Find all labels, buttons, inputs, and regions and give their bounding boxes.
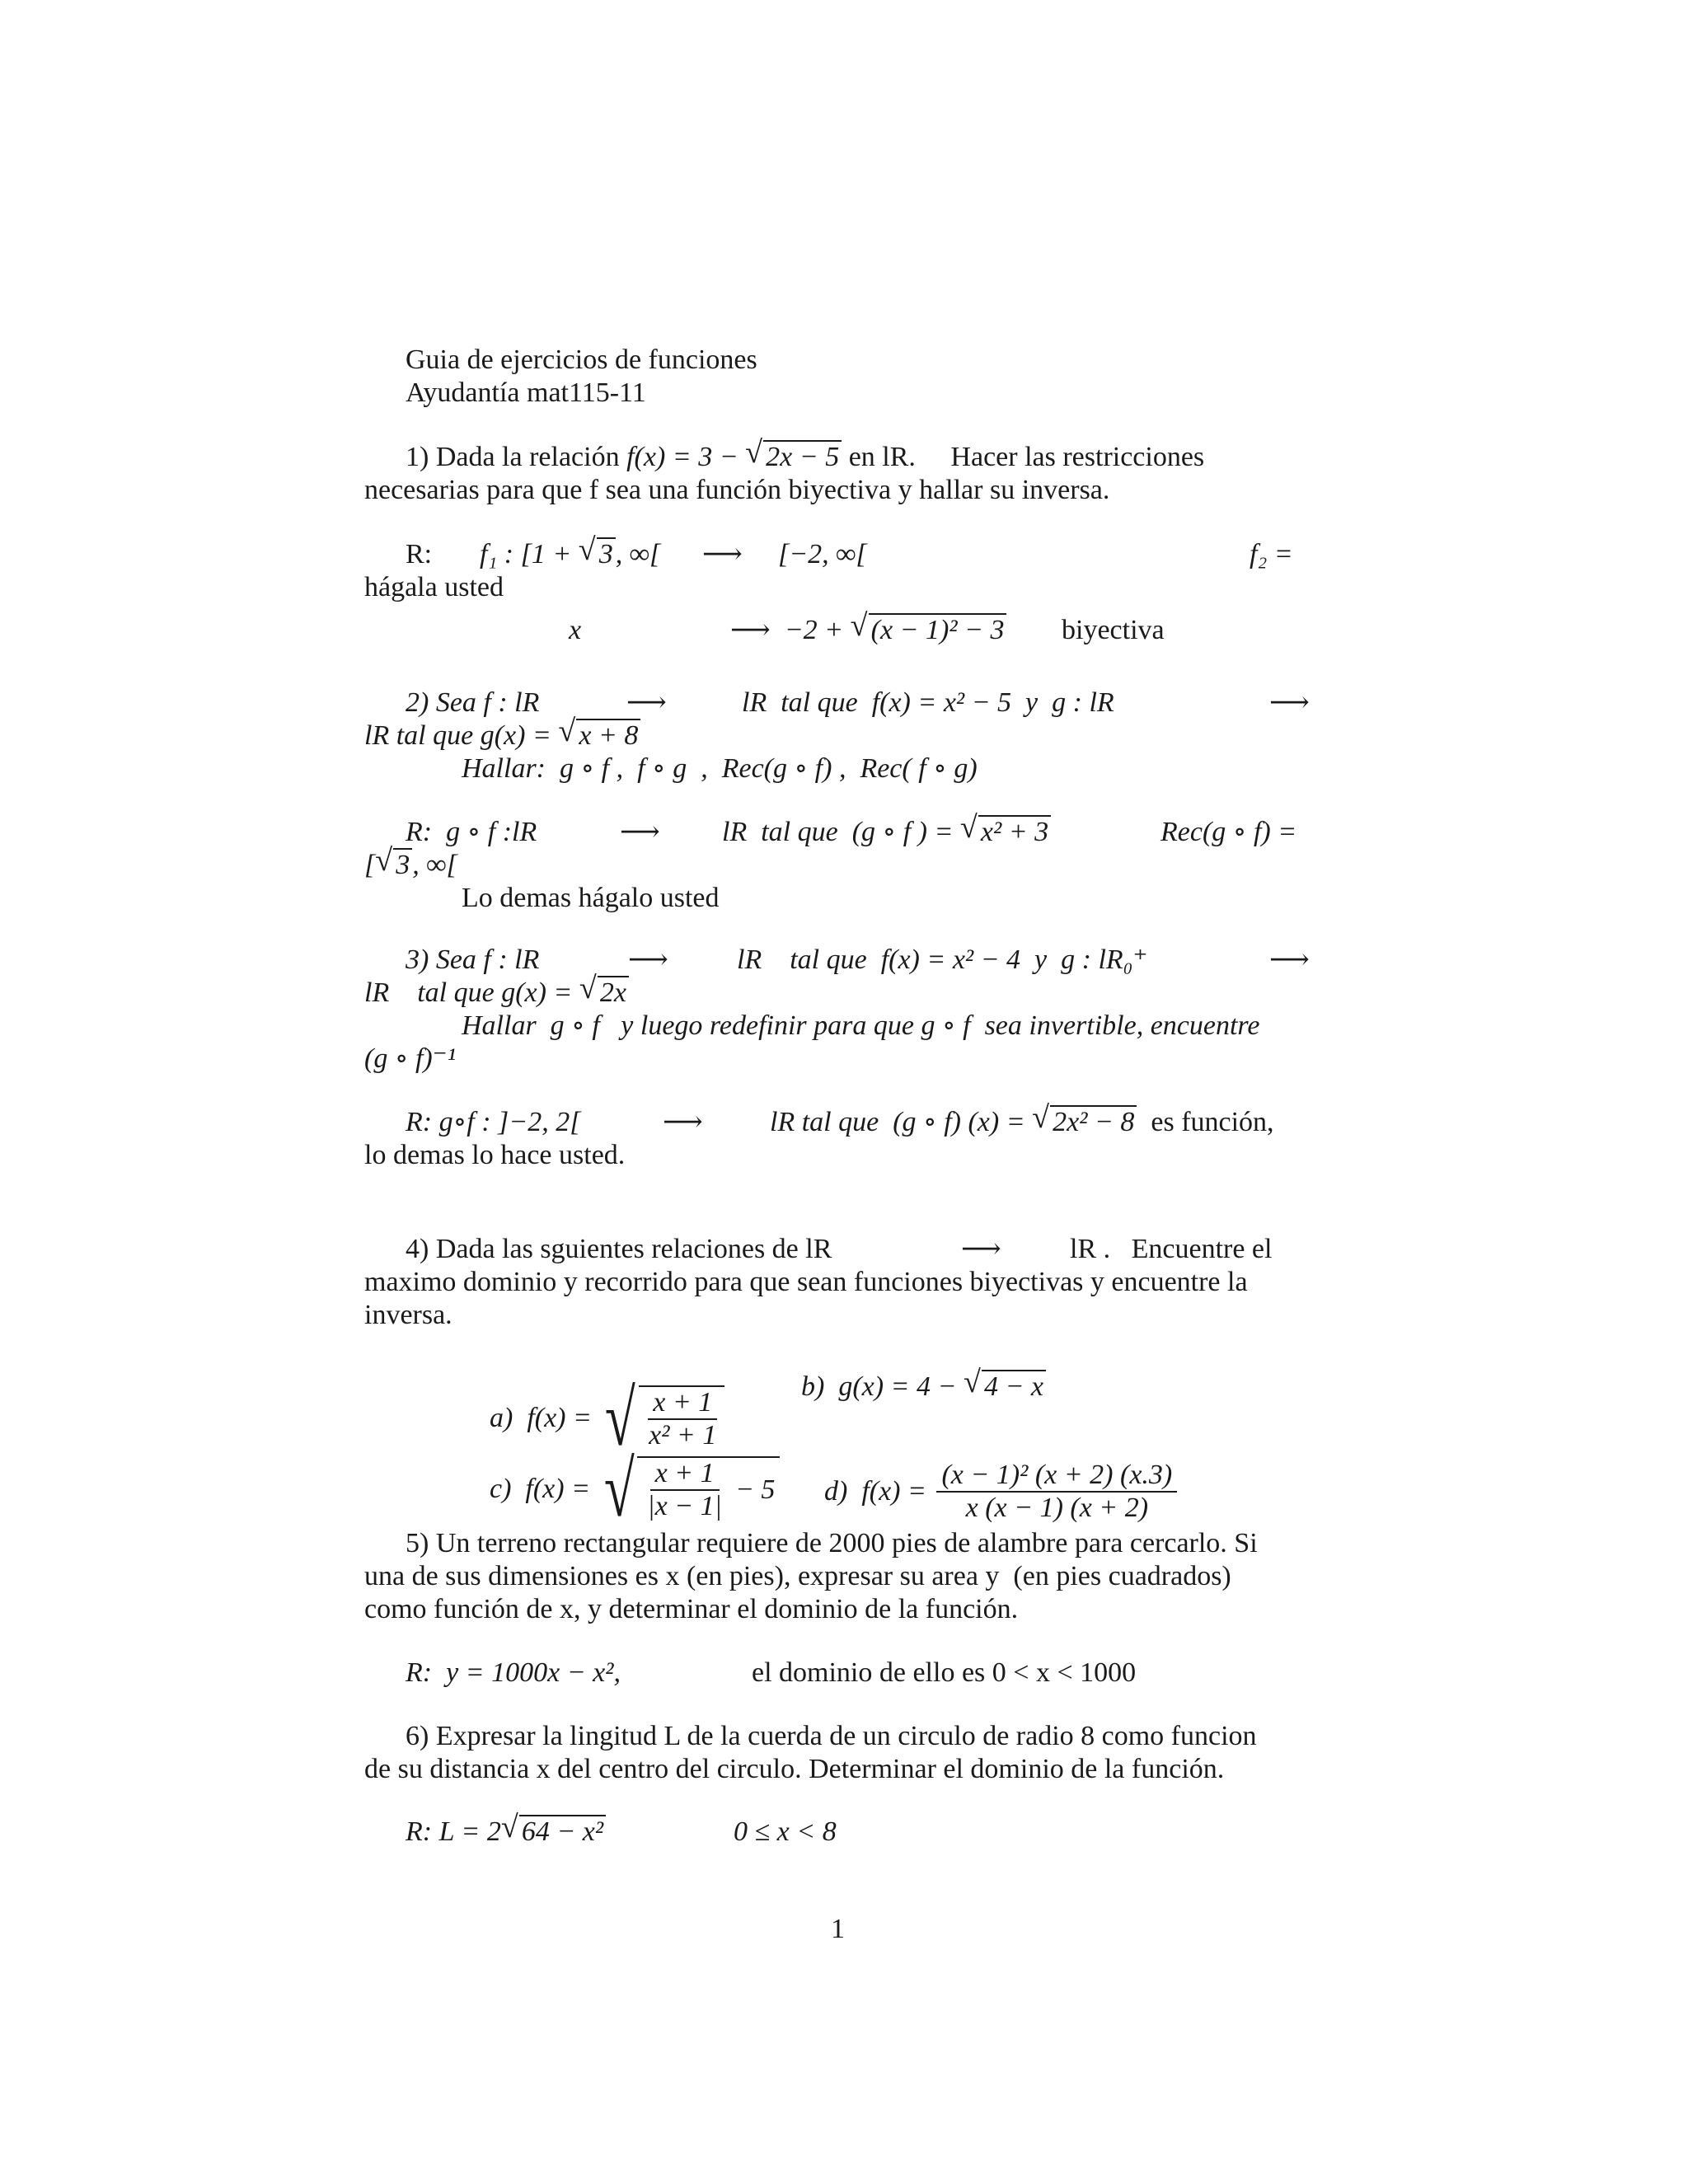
ex3-statement-line1b: lR tal que f(x) = x² − 4 y g : lR₀⁺ [737,944,1148,975]
document-subtitle: Ayudantía mat115-11 [406,377,646,408]
ex2-statement-line1b: lR tal que f(x) = x² − 5 y g : lR [742,687,1114,718]
ex3-answer-a: R: g∘f : ]−2, 2[ [406,1107,581,1137]
ex2-answer-line2: [√ 3, ∞[ [364,849,457,882]
ex2-statement-line2: lR tal que g(x) = √ x + 8 [364,719,640,752]
ex3-arrow-2: ⟶ [1269,944,1310,975]
ex4-statement-line1b: lR . Encuentre el [1070,1234,1273,1264]
ex4-item-a: a) f(x) = √ $\frac{x + 1}{\text{x² + 1}}$ [462,1354,724,1483]
ex2-arrow-1: ⟶ [626,687,667,718]
ex3-statement-line2: lR tal que g(x) = √ 2x [364,977,629,1010]
ex4-statement-line2: maximo dominio y recorrido para que sean funciones biyectivas y encuentre la [364,1267,1248,1297]
ex1-statement-line1: 1) Dada la relación f(x) = 3 − √ 2x − 5 en lR. Hacer las restricciones [406,441,1204,474]
ex1-answer-arrow: ⟶ [702,539,743,569]
ex4-statement-line1a: 4) Dada las sguientes relaciones de lR [406,1234,832,1264]
ex3-answer-b: lR tal que (g ∘ f) (x) = √ 2x² − 8 es función, [770,1106,1274,1139]
ex1-answer-codomain: [−2, ∞[ [778,539,867,569]
ex5-statement-line2: una de sus dimensiones es x (en pies), expresar su area y (en pies cuadrados) [364,1561,1231,1591]
document-title: Guia de ejercicios de funciones [406,344,757,375]
ex2-answer-line3: Lo demas hágalo usted [462,883,720,913]
ex2-answer-arrow: ⟶ [620,817,660,847]
ex3-statement-line3: Hallar g ∘ f y luego redefinir para que g ∘ f sea invertible, encuentre [462,1010,1260,1041]
ex2-answer-rec: Rec(g ∘ f) = [1160,817,1297,847]
ex1-answer-label: R: [406,539,433,569]
ex5-answer-domain: el dominio de ello es 0 < x < 1000 [752,1657,1137,1688]
ex1-answer-x: x [569,615,582,645]
ex2-answer-a: R: g ∘ f :lR [406,817,537,847]
ex1-answer-domain: f₁ : [1 + √ 3, ∞[ [480,538,660,571]
ex4-item-c: c) f(x) = √ $\frac{x + 1}{|x - 1|}$ − 5 [462,1425,780,1554]
ex5-answer-formula: R: y = 1000x − x², [406,1657,621,1688]
ex2-answer-b: lR tal que (g ∘ f ) = √ x² + 3 [722,816,1051,849]
ex3-answer-line2: lo demas lo hace usted. [364,1140,626,1170]
ex6-statement-line2: de su distancia x del centro del circulo. Determinar el dominio de la función. [364,1754,1225,1784]
ex1-answer-hagala: hágala usted [364,572,504,602]
ex1-answer-mapping: ⟶ −2 + √ (x − 1)² − 3 [730,614,1006,647]
ex4-statement-line3: inversa. [364,1300,452,1330]
ex3-statement-line4: (g ∘ f)⁻¹ [364,1043,456,1074]
ex1-answer-biyectiva: biyectiva [1062,615,1165,645]
ex2-arrow-2: ⟶ [1269,687,1310,718]
ex6-statement-line1: 6) Expresar la lingitud L de la cuerda de un circulo de radio 8 como funcion [406,1721,1257,1751]
ex3-answer-arrow: ⟶ [663,1107,703,1137]
ex1-answer-f2: f₂ = [1250,539,1293,569]
ex5-statement-line3: como función de x, y determinar el dominio de la función. [364,1594,1019,1624]
ex1-statement-line2: necesarias para que f sea una función biyectiva y hallar su inversa. [364,475,1110,505]
page-number: 1 [831,1914,845,1944]
ex5-statement-line1: 5) Un terreno rectangular requiere de 2000 pies de alambre para cercarlo. Si [406,1528,1258,1558]
ex4-arrow: ⟶ [961,1234,1001,1264]
ex6-answer-domain: 0 ≤ x < 8 [734,1816,837,1847]
ex2-statement-line1a: 2) Sea f : lR [406,687,540,718]
ex6-answer-formula: R: L = 2√ 64 − x² [406,1816,606,1849]
ex4-item-b: b) g(x) = 4 − √ 4 − x [801,1371,1046,1404]
ex4-item-d: d) f(x) = $\frac{\text{(x − 1)² (x + 2) (x.3)}}{x (x - 1) (x + 2)}$ [796,1428,1180,1555]
ex3-statement-line1a: 3) Sea f : lR [406,944,540,975]
ex3-arrow-1: ⟶ [628,944,668,975]
ex2-statement-line3: Hallar: g ∘ f , f ∘ g , Rec(g ∘ f) , Rec( f ∘ g) [462,753,978,784]
